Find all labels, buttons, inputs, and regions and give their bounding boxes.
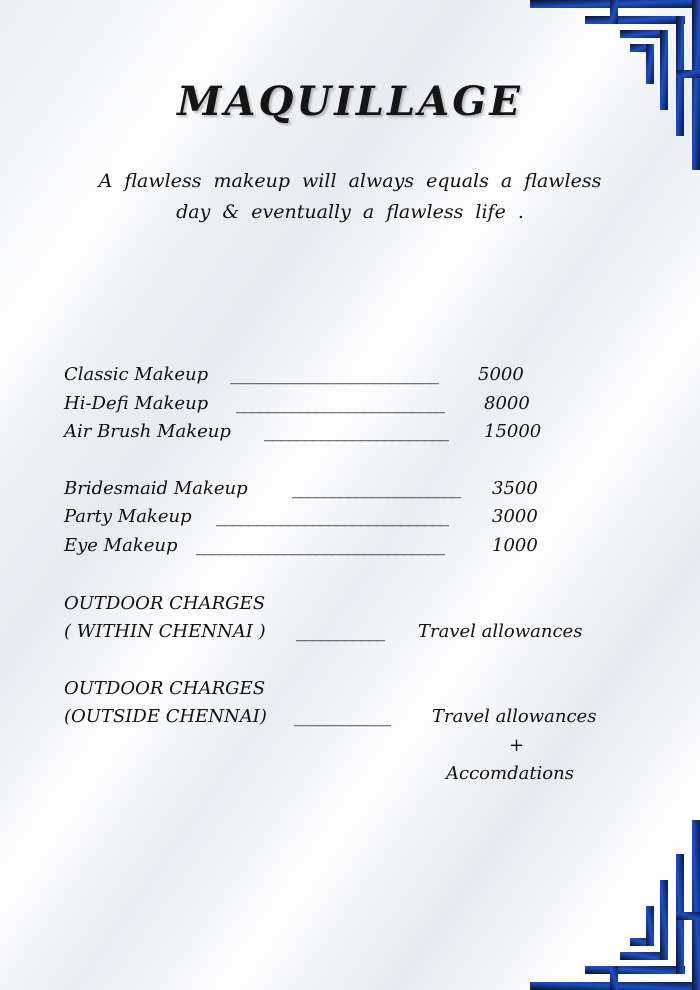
tagline	[60, 166, 640, 228]
service-price: 15000	[484, 421, 542, 442]
leader-dashes: ___________	[296, 621, 384, 642]
service-name: Party Makeup	[64, 506, 192, 527]
outdoor-outside-heading: OUTDOOR CHARGES	[64, 678, 266, 699]
tagline-line-1: A flawless makeup will always equals a flawless	[98, 170, 602, 192]
leader-dashes: _______________________________	[196, 535, 444, 556]
service-name: Classic Makeup	[64, 364, 209, 385]
outdoor-within-heading: OUTDOOR CHARGES	[64, 593, 266, 614]
service-price: 3000	[492, 506, 538, 527]
outdoor-within-value: Travel allowances	[418, 621, 583, 642]
service-name: Hi-Defi Makeup	[64, 393, 209, 414]
service-price: 8000	[484, 393, 530, 414]
leader-dashes: ____________	[294, 706, 390, 727]
service-name: Eye Makeup	[64, 535, 178, 556]
leader-dashes: __________________________	[236, 393, 444, 414]
leader-dashes: _____________________________	[216, 506, 448, 527]
outdoor-within-label: ( WITHIN CHENNAI )	[64, 621, 266, 642]
leader-dashes: _______________________	[264, 421, 448, 442]
page-title: MAQUILLAGE	[177, 78, 523, 125]
service-price: 1000	[492, 535, 538, 556]
service-name: Bridesmaid Makeup	[64, 478, 248, 499]
plus-sign: +	[509, 735, 525, 756]
outdoor-outside-extra: Accomdations	[446, 763, 574, 784]
outdoor-outside-value: Travel allowances	[432, 706, 597, 727]
tagline-line-2: day & eventually a flawless life .	[176, 201, 524, 223]
service-price: 3500	[492, 478, 538, 499]
service-name: Air Brush Makeup	[64, 421, 231, 442]
outdoor-outside-label: (OUTSIDE CHENNAI)	[64, 706, 267, 727]
leader-dashes: __________________________	[230, 364, 438, 385]
bottom-right-frame-ornament	[530, 820, 700, 990]
service-price: 5000	[478, 364, 524, 385]
leader-dashes: _____________________	[292, 478, 460, 499]
